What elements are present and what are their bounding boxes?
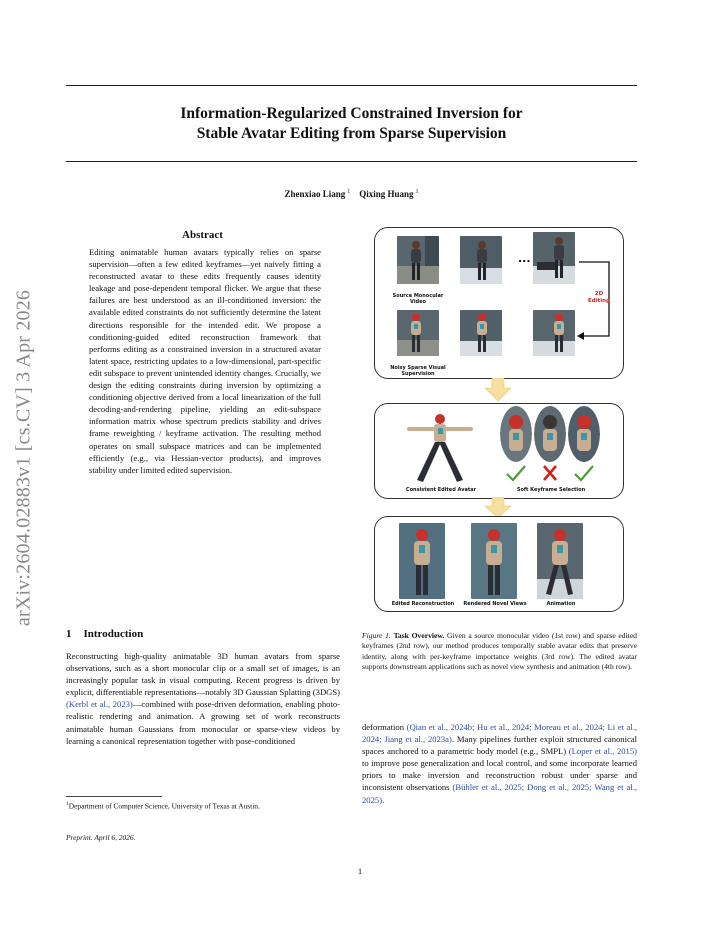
label-edited-recon: Edited Reconstruction <box>391 601 455 607</box>
label-animation: Animation <box>546 601 576 607</box>
body-text-part: . Many pipelines further exploit structured canonical spaces anchored to a parametric body model (e.g., SMPL) <box>362 734 638 757</box>
intro-text-part: —combined with pose-driven deformation, enabling photo-realistic rendering and animation. A growing set of work reconstructs animatable human Gaussians from monocular or sparse-view videos by learning a canonical representation together with pose-conditioned <box>66 699 340 746</box>
right-column-paragraph <box>362 721 637 806</box>
title-line-2: Stable Avatar Editing from Sparse Supervision <box>196 125 507 142</box>
down-arrow-1 <box>484 378 512 402</box>
author-list <box>66 189 637 199</box>
caption-text: Given a source monocular video (1st row) and sparse edited keyframes (2nd row), our method produces temporally stable avatar edits that preserve identity, along with per-keyframe importance weights (3rd row). The edited avatar supports downstream applications such as novel view synthesis and animation (4th row). <box>362 631 637 672</box>
body-text-part: . <box>382 794 385 805</box>
footnote-text: Department of Computer Science, University of Texas at Austin. <box>68 801 260 811</box>
footnote-mark: 1 <box>66 801 69 807</box>
panel-applications <box>374 516 624 612</box>
label-novel-views: Rendered Novel Views <box>463 601 527 607</box>
title-bottom-rule <box>66 161 637 162</box>
novel-view-image <box>471 523 517 599</box>
citation-link[interactable]: (Loper et al., 2015) <box>568 746 638 757</box>
edited-reconstruction-image <box>399 523 445 599</box>
section-number: 1 <box>66 628 72 640</box>
cross-mark-icon <box>541 464 559 482</box>
label-soft-keyframe: Soft Keyframe Selection <box>516 487 586 493</box>
keyframe-thumb-image <box>534 406 566 462</box>
label-source-video: Source Monocular Video <box>392 293 444 305</box>
edited-keyframe-image <box>533 310 575 356</box>
arxiv-identifier <box>4 268 44 648</box>
ellipsis-marker: ... <box>518 252 531 265</box>
body-text-part: to improve pose generalization and local control, and some incorporate learned priors to make inversion and reconstruction robust under sparse and inconsistent observations <box>362 758 637 793</box>
abstract-text: Editing animatable human avatars typically relies on sparse supervision—often a few edited keyframes—yet naively fitting a reconstructed avatar to these edits frequently causes identity leakage and pose-dependent temporal flicker. We argue that these failures are best understood as an ill-conditioned inversion: the available edited constraints do not sufficiently determine the latent directions responsible for the intended edit. We propose a conditioning-guided edited reconstruction framework that performs editing as a constrained inversion in a structured avatar latent space, restricting updates to a low-dimensional, part-specific edit subspace to prevent unintended identity changes. Crucially, we design the editing constraints during inversion by optimizing a conditioning objective derived from a local linearization of the full decoding-and-rendering pipeline, yielding an edit-subspace information matrix whose spectrum predicts stability and drives frame reweighting / keyframe activation. The resulting method operates on small subspace matrices and can be implemented efficiently (e.g., via Hessian-vector products), and improves stability under limited edited supervision. <box>89 247 321 475</box>
title-top-rule <box>66 85 637 86</box>
author-affiliation: 1 <box>415 189 419 195</box>
citation-link[interactable]: (Kerbl et al., 2023) <box>66 699 133 710</box>
panel-input-video <box>374 227 624 379</box>
intro-text-part: Reconstructing high-quality animatable 3D human avatars from sparse observations, such as a short monocular clip or a small set of images, is an increasingly popular task in visual computing. Recent progress is driven by explicit, differentiable representations—notably 3D Gaussian Splatting (3DGS) <box>66 651 340 698</box>
source-frame-image <box>533 232 575 284</box>
label-noisy-sparse: Noisy Sparse Visual Supervision <box>390 365 446 377</box>
title-line-1: Information-Regularized Constrained Inversion for <box>180 105 523 122</box>
panel-avatar-selection <box>374 403 624 499</box>
citation-link[interactable]: (Qian et al., 2024b; Hu et al., 2024; Moreau et al., 2024; Li et al., 2024; Jiang et al., 2023a) <box>362 722 637 745</box>
label-consistent-avatar: Consistent Edited Avatar <box>405 487 477 493</box>
source-frame-image <box>460 236 502 284</box>
affiliation-footnote <box>66 799 340 811</box>
check-mark-icon <box>573 464 595 482</box>
check-mark-icon <box>505 464 527 482</box>
preprint-note: Preprint. April 6, 2026. <box>66 833 136 842</box>
keyframe-thumb-image <box>500 406 532 462</box>
caption-title: Task Overview. <box>393 631 445 640</box>
paper-title <box>66 104 637 144</box>
page-number: 1 <box>357 866 363 876</box>
author-name: Zhenxiao Liang <box>284 189 346 199</box>
introduction-paragraph <box>66 650 340 747</box>
arxiv-identifier-text: arXiv:2604.02883v1 [cs.CV] 3 Apr 2026 <box>12 289 35 627</box>
caption-label: Figure 1. <box>362 631 391 640</box>
keyframe-thumb-image <box>568 406 600 462</box>
author-affiliation: 1 <box>347 189 351 195</box>
animation-image <box>537 523 583 599</box>
figure-caption <box>362 631 637 673</box>
body-text-part: deformation <box>362 722 407 732</box>
tpose-avatar-image <box>405 410 475 486</box>
label-2d-editing: 2D Editing <box>588 291 610 304</box>
citation-link[interactable]: (Bühler et al., 2025; Dong et al., 2025; Wang et al., 2025) <box>362 782 637 805</box>
edited-keyframe-image <box>397 310 439 356</box>
section-title: Introduction <box>83 628 144 640</box>
edited-keyframe-image <box>460 310 502 356</box>
footnote-rule <box>66 796 162 797</box>
author-name: Qixing Huang <box>359 189 414 199</box>
source-frame-image <box>397 236 439 284</box>
section-heading-introduction <box>66 628 143 640</box>
abstract-heading: Abstract <box>182 229 223 241</box>
